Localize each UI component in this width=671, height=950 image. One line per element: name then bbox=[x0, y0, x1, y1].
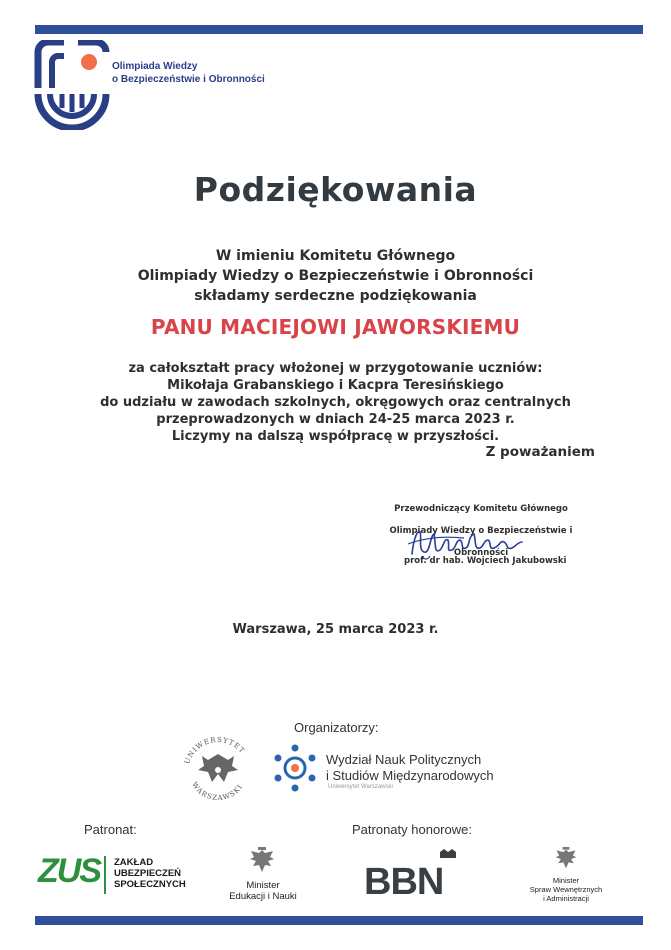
honorary-patronage-label: Patronaty honorowe: bbox=[352, 822, 472, 837]
body-line: Liczymy na dalszą współpracę w przyszłości. bbox=[171, 429, 500, 444]
zus-logo: ZUS bbox=[38, 852, 100, 890]
minister-interior bbox=[520, 876, 612, 903]
bottom-border-bar bbox=[35, 916, 643, 925]
logo-line-2: o Bezpieczeństwie i Obronności bbox=[112, 74, 265, 85]
faculty-subtitle: Uniwersytet Warszawski bbox=[328, 784, 393, 790]
logo-line-1: Olimpiada Wiedzy bbox=[112, 61, 198, 72]
faculty-logo-icon bbox=[272, 742, 318, 794]
zus-name bbox=[114, 857, 186, 890]
minister-int-line-1: Minister bbox=[552, 876, 580, 885]
signature-role-line-1: Przewodniczący Komitetu Głównego bbox=[394, 504, 568, 514]
closing-regards: Z poważaniem bbox=[485, 444, 595, 460]
signer-name: prof. dr hab. Wojciech Jakubowski bbox=[404, 556, 567, 566]
organizers-label: Organizatorzy: bbox=[294, 720, 379, 735]
eagle-emblem-icon-2 bbox=[554, 846, 578, 872]
zus-line-2: UBEZPIECZEŃ bbox=[114, 868, 182, 879]
bbn-logo-icon bbox=[362, 848, 466, 898]
body-line: przeprowadzonych w dniach 24-25 marca 2023 r. bbox=[156, 412, 515, 427]
faculty-name bbox=[326, 752, 494, 784]
zus-line-1: ZAKŁAD bbox=[114, 857, 154, 868]
date-line: Warszawa, 25 marca 2023 r. bbox=[232, 622, 439, 637]
body-line: za całokształt pracy włożonej w przygotowanie uczniów: bbox=[128, 361, 543, 376]
svg-text:UNIWERSYTET: UNIWERSYTET bbox=[183, 736, 247, 766]
zus-divider bbox=[104, 856, 106, 894]
zus-line-3: SPOŁECZNYCH bbox=[114, 879, 186, 890]
minister-edu-line-2: Edukacji i Nauki bbox=[229, 891, 297, 902]
page-title: Podziękowania bbox=[193, 170, 478, 209]
olympiad-logo-icon bbox=[34, 40, 110, 130]
faculty-line-2: i Studiów Międzynarodowych bbox=[326, 768, 494, 783]
minister-int-line-3: i Administracji bbox=[543, 894, 589, 903]
intro-line: Olimpiady Wiedzy o Bezpieczeństwie i Obronności bbox=[137, 268, 534, 284]
minister-education bbox=[218, 880, 308, 902]
olympiad-logo-text bbox=[112, 60, 265, 86]
intro-paragraph bbox=[0, 246, 671, 306]
intro-line: W imieniu Komitetu Głównego bbox=[215, 248, 456, 264]
recipient-name: PANU MACIEJOWI JAWORSKIEMU bbox=[150, 315, 521, 339]
body-paragraph bbox=[0, 360, 671, 445]
minister-int-line-2: Spraw Wewnętrznych bbox=[529, 885, 603, 894]
minister-edu-line-1: Minister bbox=[246, 880, 280, 891]
bbn-logo-text: BBN bbox=[364, 861, 444, 898]
top-border-bar bbox=[35, 25, 643, 34]
body-line: do udziału w zawodach szkolnych, okręgowych oraz centralnych bbox=[100, 395, 571, 410]
faculty-line-1: Wydział Nauk Politycznych bbox=[326, 752, 482, 767]
intro-line: składamy serdeczne podziękowania bbox=[194, 288, 477, 304]
signature-role-line-2: Olimpiady Wiedzy o Bezpieczeństwie i Obronności bbox=[389, 526, 573, 558]
body-line: Mikołaja Grabanskiego i Kacpra Teresińskiego bbox=[167, 378, 504, 393]
eagle-emblem-icon bbox=[248, 846, 276, 876]
university-seal-icon bbox=[180, 736, 256, 800]
patronage-label: Patronat: bbox=[84, 822, 137, 837]
svg-text:WARSZAWSKI: WARSZAWSKI bbox=[190, 780, 245, 800]
